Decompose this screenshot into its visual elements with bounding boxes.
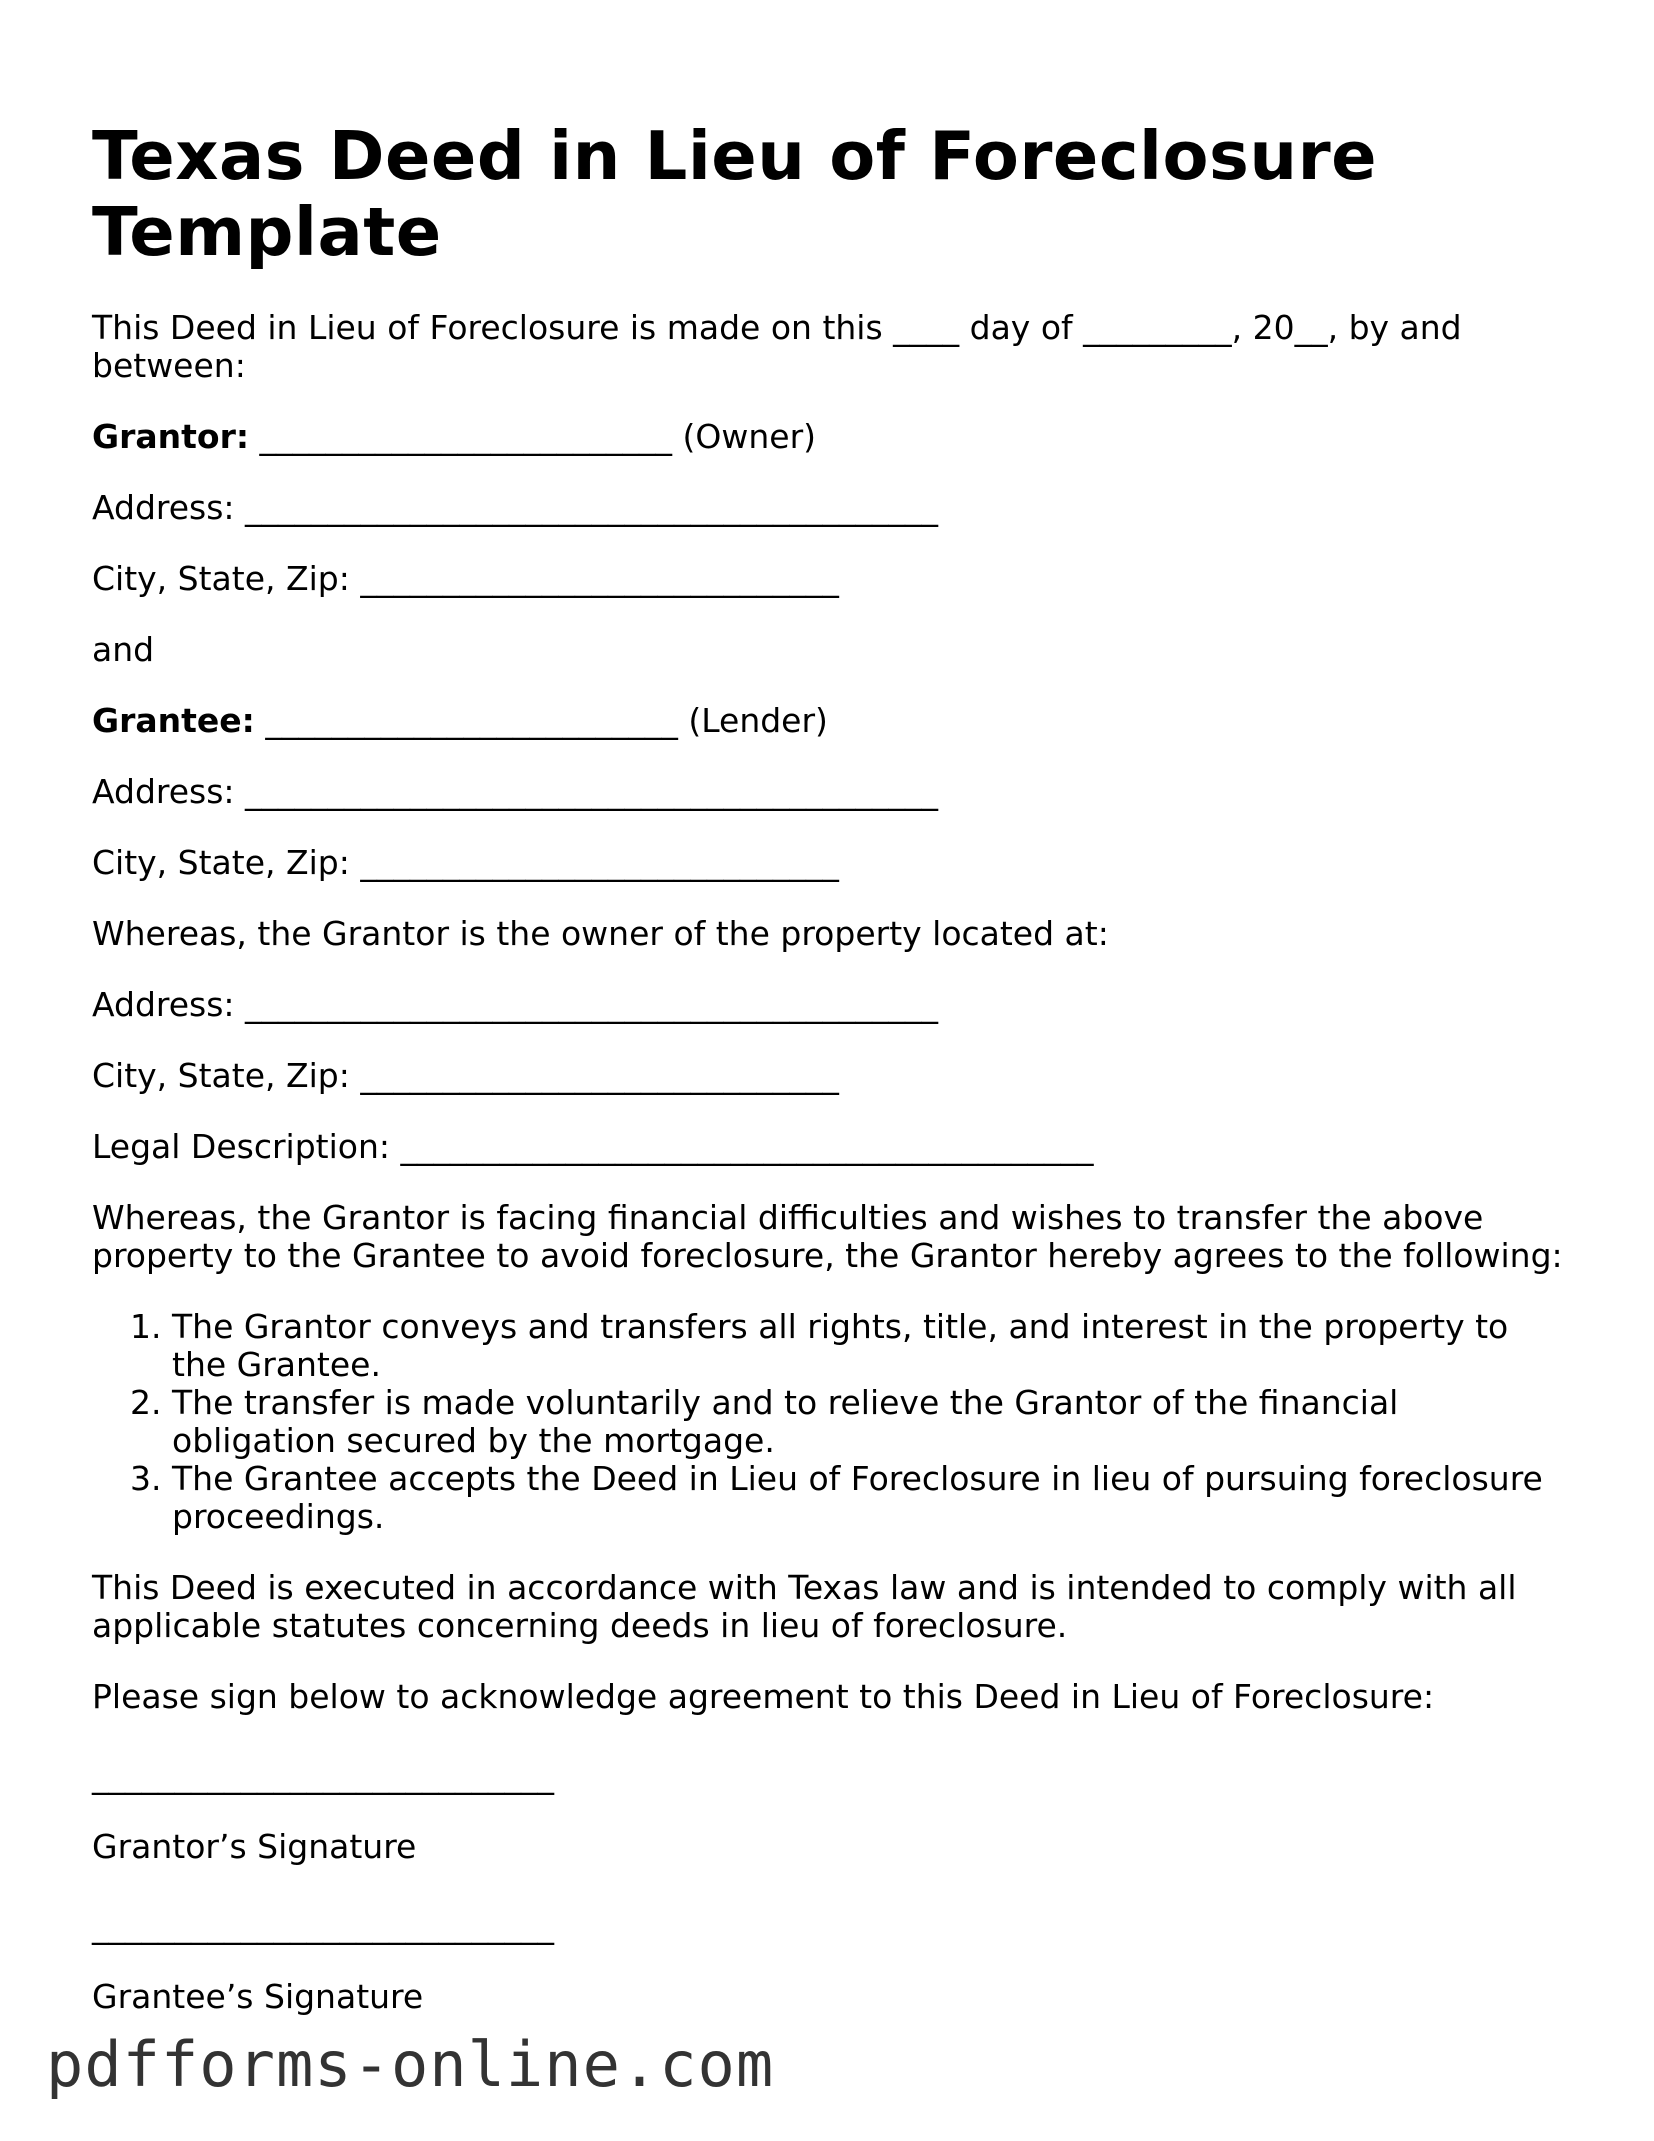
document-page	[92, 118, 1572, 2016]
intro-paragraph: This Deed in Lieu of Foreclosure is made on this ____ day of _________, 20__, by and between:	[92, 308, 1473, 385]
grantor-signature-line: ____________________________	[92, 1756, 554, 1795]
grantor-signature-label: Grantor’s Signature	[92, 1827, 417, 1866]
grantee-signature-label: Grantee’s Signature	[92, 1977, 424, 2016]
term-item: 2. The transfer is made voluntarily and to relieve the Grantor of the financial obligation secured by the mortgage.	[172, 1384, 1572, 1460]
grantee-address: Address: __________________________________________	[92, 772, 939, 811]
property-legal-description: Legal Description: __________________________________________	[92, 1127, 1094, 1166]
grantee-label: Grantee:	[92, 701, 255, 740]
grantee-line	[92, 702, 1572, 740]
grantor-line	[92, 418, 1572, 456]
grantee-city-state-zip: City, State, Zip: _____________________________	[92, 843, 839, 882]
watermark-footer: pdfforms-online.com	[46, 2028, 775, 2101]
grantee-name-blank: _________________________ (Lender)	[254, 701, 828, 740]
terms-list	[92, 1308, 1572, 1536]
document-title: Texas Deed in Lieu of Foreclosure Template	[92, 117, 1378, 271]
grantor-name-blank: _________________________ (Owner)	[249, 417, 817, 456]
property-whereas: Whereas, the Grantor is the owner of the property located at:	[92, 914, 1109, 953]
and-text: and	[92, 630, 155, 669]
property-city-state-zip: City, State, Zip: _____________________________	[92, 1056, 839, 1095]
sign-prompt: Please sign below to acknowledge agreement to this Deed in Lieu of Foreclosure:	[92, 1677, 1435, 1716]
grantor-city-state-zip: City, State, Zip: _____________________________	[92, 559, 839, 598]
grantor-address: Address: __________________________________________	[92, 488, 939, 527]
property-address: Address: __________________________________________	[92, 985, 939, 1024]
term-item: 1. The Grantor conveys and transfers all rights, title, and interest in the property to the Grantee.	[172, 1308, 1572, 1384]
compliance-paragraph: This Deed is executed in accordance with Texas law and is intended to comply with all applicable statutes concerning deeds in lieu of foreclosure.	[92, 1568, 1528, 1645]
whereas-transfer-paragraph: Whereas, the Grantor is facing financial difficulties and wishes to transfer the above property to the Grantee to avoid foreclosure, the Grantor hereby agrees to the following:	[92, 1198, 1563, 1275]
grantee-signature-line: ____________________________	[92, 1906, 554, 1945]
grantor-label: Grantor:	[92, 417, 250, 456]
term-item: 3. The Grantee accepts the Deed in Lieu of Foreclosure in lieu of pursuing foreclosure proceedings.	[172, 1460, 1572, 1536]
